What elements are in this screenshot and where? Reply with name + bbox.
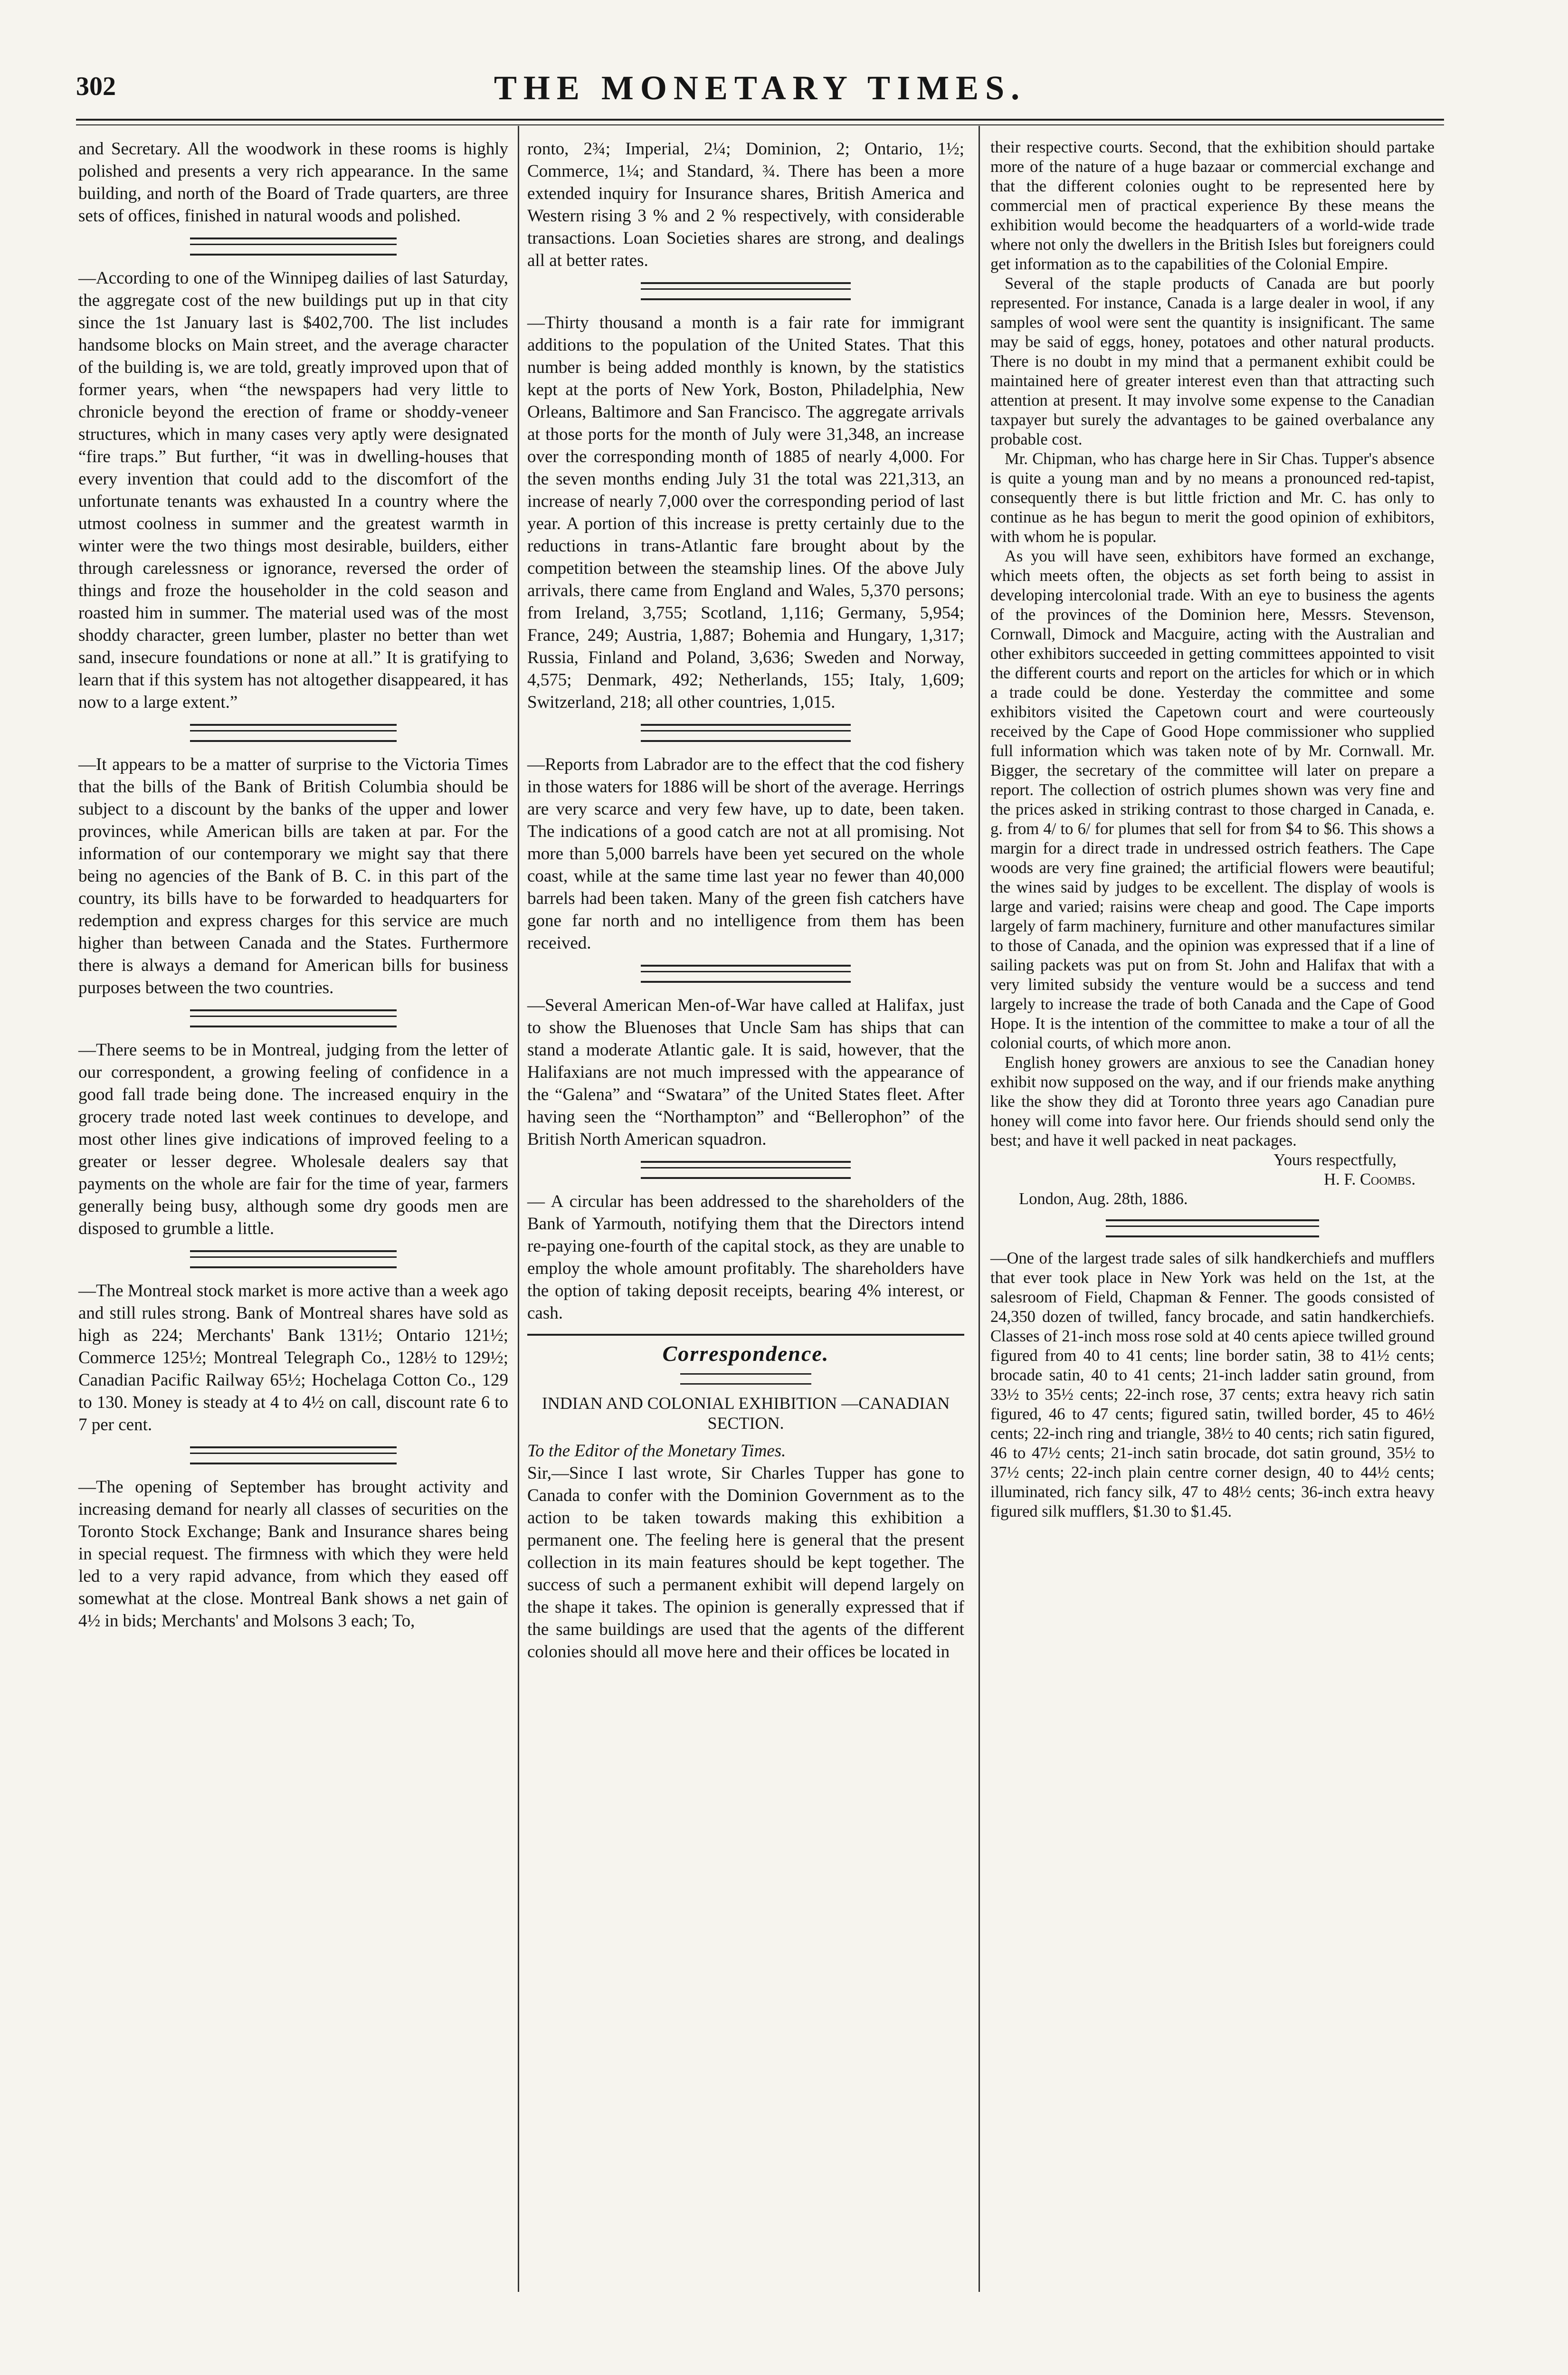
article-paragraph: —There seems to be in Montreal, judging from the letter of our correspondent, a growing feeling of confidence in a good fall trade being done. The increased enquiry in the grocery trade noted last week continues to develope, and most other lines give indications of improved feeling to a greater or lesser degree. Wholesale dealers say that payments on the whole are fair for the time of year, farmers generally being busy, although some dry goods men are disposed to grumble a little. xyxy=(78,1040,508,1238)
article-paragraph: and Secretary. All the woodwork in these rooms is highly polished and presents a very rich appearance. In the same building, and north of the Board of Trade quarters, are three sets of offices, finished in natural woods and polished. xyxy=(78,139,508,226)
article-separator xyxy=(641,724,851,742)
article-paragraph: —According to one of the Winnipeg dailies of last Saturday, the aggregate cost of the new buildings put up in that city since the 1st January last is $402,700. The list includes handsome blocks on Main street, and the average character of the building is, we are told, greatly improved upon that of former years, when “the newspapers had very little to chronicle beyond the erection of frame or shoddy-veneer structures, which in many cases very aptly were designated “fire traps.” But further, “it was in dwelling-houses that every invention that could add to the discomfort of the unfortunate tenants was exhausted In a country where the utmost coolness in summer and the greatest warmth in winter were the two things most desirable, builders, either through carelessness or ignorance, reversed the order of things and froze the householder in the cold season and roasted him in summer. The material used was of the most shoddy character, green lumber, plaster no better than wet sand, insecure foundations or none at all.” It is gratifying to learn that if this system has not altogether disappeared, it has now to a large extent.” xyxy=(78,268,508,712)
page-number: 302 xyxy=(76,72,116,101)
header-rule-bottom xyxy=(76,124,1444,125)
article-separator xyxy=(641,282,851,300)
column-divider-right xyxy=(979,126,980,2292)
article-paragraph: —Several American Men-of-War have called at Halifax, just to show the Bluenoses that Uncle Sam has ships that can stand a moderate Atlantic gale. It is said, however, that the Halifaxians are not much impressed with the appearance of the “Galena” and “Swatara” of the United States fleet. After having seen the “Northampton” and “Bellerophon” of the British North American squadron. xyxy=(527,996,964,1149)
correspondence-heading: Correspondence. xyxy=(662,1341,829,1366)
letter-dateline: London, Aug. 28th, 1886. xyxy=(1019,1190,1188,1208)
letter-paragraph: Several of the staple products of Canada are but poorly represented. For instance, Canada is a large dealer in wool, if any samples of wool were sent the quantity is insignificant. The same may be said of eggs, honey, potatoes and other natural products. There is no doubt in my mind that a permanent exhibit could be maintained here of greater interest even than that attracting such attention at present. It may involve some expense to the Canadian taxpayer but surely the advantages to be gained overbalance any probable cost. xyxy=(990,275,1435,448)
header-rule-top xyxy=(76,119,1444,121)
article-separator xyxy=(641,965,851,983)
letter-paragraph: As you will have seen, exhibitors have formed an exchange, which meets often, the objects as set forth being to assist in developing intercolonial trade. With an eye to business the agents of the provinces of the Dominion here, Messrs. Stevenson, Cornwall, Dimock and Macguire, acting with the Australian and other exhibitors succeeded in getting committees appointed to visit the different courts and report on the articles for which or in which a trade could be done. Yesterday the committee and some exhibitors visited the Capetown court and were courteously received by the Cape of Good Hope commissioner who supplied full information which was taken note of by Mr. Cornwall. Mr. Bigger, the secretary of the committee will later on prepare a report. The collection of ostrich plumes shown was very fine and the prices asked in striking contrast to those charged in Canada, e. g. from 4/ to 6/ for plumes that sell for from $4 to $6. This shows a margin for a direct trade in undressed ostrich feathers. The Cape woods are very fine grained; the artificial flowers were beautiful; the wines said by judges to be excellent. The display of wools is large and varied; raisins were cheap and good. The Cape imports largely of farm machinery, furniture and other manufactures similar to those of Canada, and the opinion was expressed that if a line of sailing packets was put on from St. John and Halifax that with a very limited subsidy the venture would be a success and tend largely to increase the trade of both Canada and the Cape of Good Hope. It is the intention of the committee to make a tour of all the colonial courts, of which more anon. xyxy=(990,547,1435,1052)
column-middle xyxy=(527,138,964,1663)
column-left xyxy=(78,138,508,1632)
article-paragraph: —One of the largest trade sales of silk handkerchiefs and mufflers that ever took place in New York was held on the 1st, at the salesroom of Field, Chapman & Fenner. The goods consisted of 24,350 dozen of twilled, fancy brocade, and satin handkerchiefs. Classes of 21-inch moss rose sold at 40 cents apiece twilled ground figured from 40 to 41 cents; line border satin, 38 to 41½ cents; brocade satin, 40 to 41 cents; 21-inch ladder satin ground, from 33½ to 35½ cents; 22-inch rose, 37 cents; extra heavy rich satin figured, 46 to 47 cents; figured satin, twilled border, 45 to 46½ cents; 22-inch ring and triangle, 38½ to 40 cents; rich satin figured, 46 to 47½ cents; 21-inch satin brocade, dot satin ground, 35½ to 37½ cents; 22-inch plain centre corner design, 40 to 44½ cents; illuminated, rich fancy silk, 47 to 48½ cents; 36-inch extra heavy figured silk mufflers, $1.30 to $1.45. xyxy=(990,1249,1435,1520)
article-paragraph: — A circular has been addressed to the shareholders of the Bank of Yarmouth, notifying them that the Directors intend re-paying one-fourth of the capital stock, as they are unable to employ the whole amount profitably. The shareholders have the option of taking deposit receipts, bearing 4% interest, or cash. xyxy=(527,1192,964,1323)
article-paragraph: —The Montreal stock market is more active than a week ago and still rules strong. Bank of Montreal shares have sold as high as 224; Merchants' Bank 131½; Ontario 121½; Commerce 125½; Montreal Telegraph Co., 128½ to 129½; Canadian Pacific Railway 65½; Hochelaga Cotton Co., 129 to 130. Money is steady at 4 to 4½ on call, discount rate 6 to 7 per cent. xyxy=(78,1281,508,1434)
letter-paragraph: Mr. Chipman, who has charge here in Sir Chas. Tupper's absence is quite a young man and by no means a pronounced red-tapist, consequently there is but little friction and Mr. C. has only to continue as he has begun to merit the good opinion of exhibitors, with whom he is popular. xyxy=(990,450,1435,546)
article-paragraph: —Reports from Labrador are to the effect that the cod fishery in those waters for 1886 will be short of the average. Herrings are very scarce and very few have, up to date, been taken. The indications of a good catch are not at all promising. Not more than 5,000 barrels have been yet secured on the whole coast, while at the same time last year no fewer than 40,000 barrels had been taken. Many of the green fish catchers have gone far north and no intelligence from them has been received. xyxy=(527,755,964,953)
article-separator xyxy=(190,1250,396,1268)
letter-salutation: To the Editor of the Monetary Times. xyxy=(527,1441,786,1461)
article-paragraph: —Thirty thousand a month is a fair rate for immigrant additions to the population of the United States. That this number is being added monthly is known, by the statistics kept at the ports of New York, Boston, Philadelphia, New Orleans, Baltimore and San Francisco. The aggregate arrivals at those ports for the month of July were 31,348, an increase over the corresponding month of 1885 of nearly 4,000. For the seven months ending July 31 the total was 221,313, an increase of nearly 7,000 over the corresponding period of last year. A portion of this increase is pretty certainly due to the reductions in trans-Atlantic fare brought about by the competition between the steamship lines. Of the above July arrivals, there came from England and Wales, 5,370 persons; from Ireland, 3,755; Scotland, 1,116; Germany, 5,954; France, 249; Austria, 1,887; Bohemia and Hungary, 1,317; Russia, Finland and Poland, 3,636; Sweden and Norway, 4,575; Denmark, 492; Netherlands, 155; Italy, 1,609; Switzerland, 218; all other countries, 1,015. xyxy=(527,313,964,712)
article-paragraph: ronto, 2¾; Imperial, 2¼; Dominion, 2; Ontario, 1½; Commerce, 1¼; and Standard, ¾. There has been a more extended inquiry for Insurance shares, British America and Western rising 3 % and 2 % respectively, with considerable transactions. Loan Societies shares are strong, and dealings all at better rates. xyxy=(527,139,964,270)
article-separator xyxy=(190,238,396,256)
page-header xyxy=(76,62,1444,128)
column-divider-left xyxy=(518,126,519,2292)
correspondence-subheading: INDIAN AND COLONIAL EXHIBITION —CANADIAN SECTION. xyxy=(542,1394,950,1433)
letter-paragraph: English honey growers are anxious to see the Canadian honey exhibit now supposed on the way, and if our friends make anything like the show they did at Toronto three years ago Canadian pure honey will come into favor here. Our friends should send only the best; and have it well packed in neat packages. xyxy=(990,1054,1435,1150)
heading-separator xyxy=(680,1373,811,1385)
letter-body: Sir,—Since I last wrote, Sir Charles Tupper has gone to Canada to confer with the Dominion Government as to the action to be taken towards making this exhibition a permanent one. The feeling here is general that the present collection in its main features should be kept together. The success of such a permanent exhibit will depend largely on the shape it takes. The opinion is generally expressed that if the same buildings are used that the agents of the different colonies should all move here and their offices be located in xyxy=(527,1463,964,1662)
article-separator xyxy=(641,1161,851,1179)
section-rule xyxy=(527,1334,964,1336)
article-paragraph: —It appears to be a matter of surprise to the Victoria Times that the bills of the Bank of British Columbia should be subject to a discount by the banks of the upper and lower provinces, while American bills are taken at par. For the information of our contemporary we might say that there being no agencies of the Bank of B. C. in this part of the country, its bills have to be forwarded to headquarters for redemption and express charges for this service are much higher than between Canada and the States. Furthermore there is always a demand for American bills for business purposes between the two countries. xyxy=(78,755,508,998)
letter-signature: H. F. Coombs. xyxy=(1324,1170,1416,1188)
letter-paragraph: their respective courts. Second, that the exhibition should partake more of the nature of a huge bazaar or commercial exchange and that the different colonies ought to be represented here by commercial men of practical experience By these means the exhibition would become the headquarters of a world-wide trade where not only the dwellers in the British Isles but foreigners could get information as to the capabilities of the Colonial Empire. xyxy=(990,138,1435,273)
masthead-title: THE MONETARY TIMES. xyxy=(494,69,1026,107)
article-paragraph: —The opening of September has brought activity and increasing demand for nearly all classes of securities on the Toronto Stock Exchange; Bank and Insurance shares being in special request. The firmness with which they were held led to a very rapid advance, from which they eased off somewhat at the close. Montreal Bank shows a net gain of 4½ in bids; Merchants' and Molsons 3 each; To, xyxy=(78,1477,508,1631)
column-right xyxy=(990,138,1435,1521)
letter-signoff: Yours respectfully, xyxy=(1273,1151,1397,1169)
article-separator xyxy=(1106,1219,1319,1237)
article-separator xyxy=(190,1009,396,1027)
article-separator xyxy=(190,724,396,742)
article-separator xyxy=(190,1446,396,1464)
